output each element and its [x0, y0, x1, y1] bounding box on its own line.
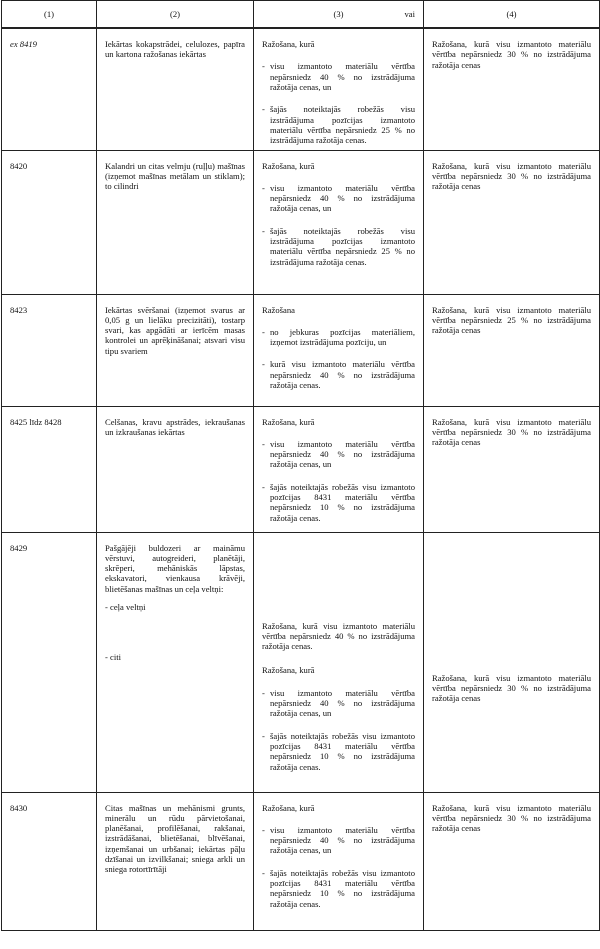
- header-col-3: [254, 1, 424, 29]
- rule-bullet: - visu izmantoto materiālu vērtība nepārsniedz 40 % no izstrādājuma ražotāja cenas, un: [262, 824, 415, 856]
- hs-code: ex 8419: [2, 28, 97, 150]
- rule-bullet: - šajās noteiktajās robežās visu izstrādājuma pozīcijas izmantoto materiālu vērtība nepārsniedz 25 % no izstrādājuma ražotāja cenas.: [262, 225, 415, 267]
- description-main: Pašgājēji buldozeri ar maināmu vērstuvi, autogreideri, planētāji, skrēperi, mehāniskās lāpstas, ekskavatori, vienkausa krāvēji, blietēšanas mašīnas un ceļa veltņi:: [105, 542, 245, 594]
- rule-col-4: Ražošana, kurā visu izmantoto materiālu vērtība nepārsniedz 30 % no izstrādājuma ražotāja cenas: [424, 792, 600, 930]
- rule-col-4: [424, 532, 600, 792]
- subitem-label: - citi: [105, 652, 121, 663]
- description: Kalandri un citas velmju (ruļļu) mašīnas (izņemot mašīnas metālam un stiklam); to cilindri: [97, 150, 254, 294]
- rule-bullet: - šajās noteiktajās robežās visu izstrādājuma pozīcijas izmantoto materiālu vērtība nepārsniedz 25 % no izstrādājuma ražotāja cenas.: [262, 104, 415, 146]
- hs-code: 8430: [2, 792, 97, 930]
- rule-bullet: - šajās noteiktajās robežās visu izmantoto pozīcijas 8431 materiālu vērtība nepārsniedz 10 % no izstrādājuma ražotāja cenas.: [262, 730, 415, 772]
- rule-col-4: Ražošana, kurā visu izmantoto materiālu vērtība nepārsniedz 30 % no izstrādājuma ražotāja cenas: [424, 150, 600, 294]
- rule-col-3: [254, 150, 424, 294]
- rule-title: Ražošana: [262, 304, 295, 315]
- subitem-label: - ceļa veltņi: [105, 602, 146, 613]
- table-row: [2, 406, 600, 532]
- hs-code: 8420: [2, 150, 97, 294]
- rule-col-3: [254, 28, 424, 150]
- rule-bullet: - visu izmantoto materiālu vērtība nepārsniedz 40 % no izstrādājuma ražotāja cenas, un: [262, 182, 415, 214]
- header-col-2: (2): [97, 1, 254, 29]
- rule-bullet: - visu izmantoto materiālu vērtība nepārsniedz 40 % no izstrādājuma ražotāja cenas, un: [262, 61, 415, 92]
- subitem-rule-alt: Ražošana, kurā visu izmantoto materiālu vērtība nepārsniedz 30 % no izstrādājuma ražotāja cenas: [432, 672, 591, 704]
- rule-col-3: [254, 792, 424, 930]
- rule-col-3: [254, 406, 424, 532]
- header-col-1: (1): [2, 1, 97, 29]
- rule-title: Ražošana, kurā: [262, 416, 315, 427]
- header-row: [2, 1, 600, 29]
- hs-code: 8429: [2, 532, 97, 792]
- rule-bullet: - visu izmantoto materiālu vērtība nepārsniedz 40 % no izstrādājuma ražotāja cenas, un: [262, 687, 415, 719]
- rule-bullet: - šajās noteiktajās robežās visu izmantoto pozīcijas 8431 materiālu vērtība nepārsniedz 10 % no izstrādājuma ražotāja cenas.: [262, 867, 415, 909]
- table-row: [2, 150, 600, 294]
- header-col-3-label: (3): [333, 8, 344, 19]
- rule-col-3: [254, 294, 424, 406]
- rule-col-4: Ražošana, kurā visu izmantoto materiālu vērtība nepārsniedz 30 % no izstrādājuma ražotāja cenas: [424, 28, 600, 150]
- rule-bullet: - no jebkuras pozīcijas materiāliem, izņemot izstrādājuma pozīciju, un: [262, 326, 415, 348]
- hs-code: 8425 līdz 8428: [2, 406, 97, 532]
- rule-bullet: - šajās noteiktajās robežās visu izmantoto pozīcijas 8431 materiālu vērtība nepārsniedz 10 % no izstrādājuma ražotāja cenas.: [262, 481, 415, 523]
- rule-title: Ražošana, kurā: [262, 160, 315, 171]
- description: Citas mašīnas un mehānismi grunts, minerālu un rūdu pārvietošanai, planēšanai, profilēšanai, rakšanai, izstrādāšanai, blietēšanai, blīvēšanai, izņemšanai un urbšanai; iekārtas pāļu dzīšanai un izvilkšanai; sniega arkli un sniega rotortīrītāji: [97, 792, 254, 930]
- description: Iekārtas svēršanai (izņemot svarus ar 0,05 g un lielāku precizitāti), tostarp svari, kas apgādāti ar ierīcēm masas kontrolei un aprēķināšanai; atsvari visu tipu svariem: [97, 294, 254, 406]
- table-row: [2, 532, 600, 792]
- description: Iekārtas kokapstrādei, celulozes, papīra un kartona ražošanas iekārtas: [97, 28, 254, 150]
- table-row: [2, 294, 600, 406]
- header-vai-label: vai: [404, 8, 415, 19]
- rule-col-3: [254, 532, 424, 792]
- header-col-4: (4): [424, 1, 600, 29]
- description: [97, 532, 254, 792]
- rule-title: Ražošana, kurā: [262, 802, 315, 813]
- rule-bullet: - visu izmantoto materiālu vērtība nepārsniedz 40 % no izstrādājuma ražotāja cenas, un: [262, 438, 415, 470]
- hs-code: 8423: [2, 294, 97, 406]
- rule-col-4: Ražošana, kurā visu izmantoto materiālu vērtība nepārsniedz 30 % no izstrādājuma ražotāja cenas: [424, 406, 600, 532]
- rules-table: [1, 0, 600, 931]
- description: Celšanas, kravu apstrādes, iekraušanas un izkraušanas iekārtas: [97, 406, 254, 532]
- rule-title: Ražošana, kurā: [262, 39, 315, 49]
- rule-col-4: Ražošana, kurā visu izmantoto materiālu vērtība nepārsniedz 25 % no izstrādājuma ražotāja cenas: [424, 294, 600, 406]
- table-row: [2, 28, 600, 150]
- rule-title: Ražošana, kurā: [262, 665, 315, 676]
- table-row: [2, 792, 600, 930]
- subitem-rule: Ražošana, kurā visu izmantoto materiālu vērtība nepārsniedz 40 % no izstrādājuma ražotāja cenas.: [262, 620, 415, 652]
- rule-bullet: - kurā visu izmantoto materiālu vērtība nepārsniedz 40 % no izstrādājuma ražotāja cenas.: [262, 359, 415, 391]
